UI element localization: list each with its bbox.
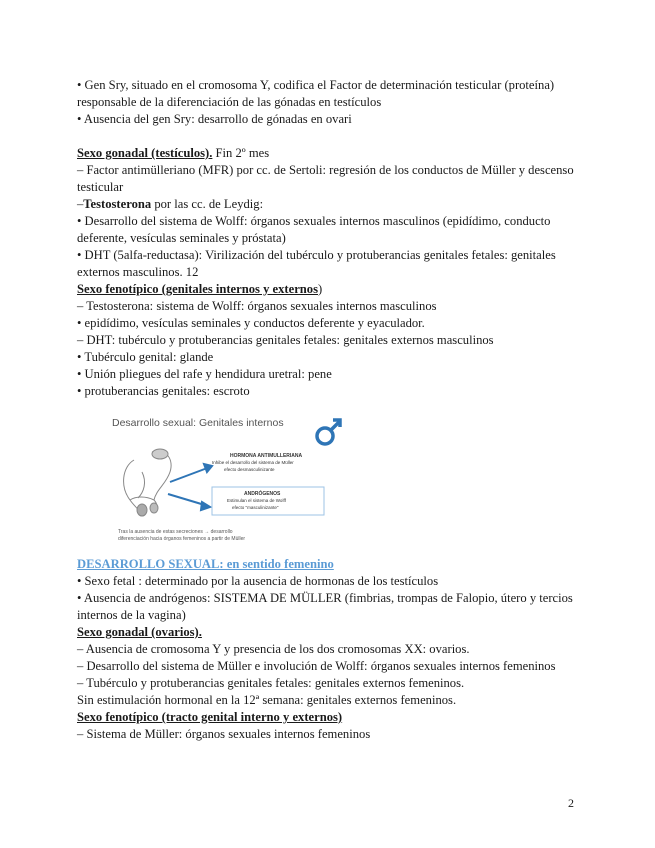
paragraph: – Factor antimülleriano (MFR) por cc. de Sertoli: regresión de los conductos de Müller y descenso testicular bbox=[77, 163, 574, 194]
heading-fenotipo-male: Sexo fenotípico (genitales internos y externos bbox=[77, 282, 318, 296]
figure-title: Desarrollo sexual: Genitales internos bbox=[112, 417, 284, 429]
figure-genitales-internos bbox=[112, 412, 352, 547]
paragraph: Sin estimulación hormonal en la 12ª semana: genitales externos femeninos. bbox=[77, 693, 457, 707]
heading-gonadal-male: Sexo gonadal (testículos). bbox=[77, 146, 213, 160]
list-item: – DHT: tubérculo y protuberancias genitales fetales: genitales externos masculinos bbox=[77, 333, 494, 347]
paragraph: • Gen Sry, situado en el cromosoma Y, codifica el Factor de determinación testicular (proteína) responsable de la diferenciación de las gónadas en testículos bbox=[77, 78, 555, 109]
testosterona-bold: Testosterona bbox=[83, 197, 152, 211]
list-item: – Sistema de Müller: órganos sexuales internos femeninos bbox=[77, 727, 371, 741]
fenotipo-male-line: Sexo fenotípico (genitales internos y externos) bbox=[77, 282, 323, 296]
box2-line: Estimulan el sistema de Wolff bbox=[227, 498, 286, 503]
paragraph: • Ausencia del gen Sry: desarrollo de gónadas en ovari bbox=[77, 112, 352, 126]
page-number: 2 bbox=[568, 796, 574, 810]
testosterona-line: –Testosterona por las cc. de Leydig: bbox=[77, 197, 264, 211]
heading-desarrollo-femenino: DESARROLLO SEXUAL: en sentido femenino bbox=[77, 557, 334, 571]
gonadal-male-line: Sexo gonadal (testículos). Fin 2º mes bbox=[77, 146, 270, 160]
paragraph: • Sexo fetal : determinado por la ausencia de hormonas de los testículos bbox=[77, 574, 439, 588]
list-item: • Unión pliegues del rafe y hendidura uretral: pene bbox=[77, 367, 332, 381]
text-bottom bbox=[77, 556, 582, 743]
paragraph: • DHT (5alfa-reductasa): Virilización del tubérculo y protuberancias genitales fetales: genitales externos masculinos. 12 bbox=[77, 248, 556, 279]
list-item: • Tubérculo genital: glande bbox=[77, 350, 214, 364]
paragraph: • Desarrollo del sistema de Wolff: órganos sexuales internos masculinos (epidídimo, conducto deferente, vesículas seminales y próstata) bbox=[77, 214, 551, 245]
box1-title: HORMONA ANTIMULLERIANA bbox=[230, 453, 303, 459]
paragraph: • Ausencia de andrógenos: SISTEMA DE MÜLLER (fimbrias, trompas de Falopio, útero y tercios internos de la vagina) bbox=[77, 591, 573, 622]
box1-line: efecto desmasculinizante bbox=[224, 467, 275, 472]
list-item: – Ausencia de cromosoma Y y presencia de los dos cromosomas XX: ovarios. bbox=[77, 642, 470, 656]
anatomy-drawing bbox=[124, 449, 172, 516]
list-item: – Tubérculo y protuberancias genitales fetales: genitales externos femeninos. bbox=[77, 676, 465, 690]
box2-line: efecto "masculinizante" bbox=[232, 505, 279, 510]
heading-gonadal-female: Sexo gonadal (ovarios). bbox=[77, 625, 202, 639]
list-item: – Testosterona: sistema de Wolff: órganos sexuales internos masculinos bbox=[77, 299, 437, 313]
heading-fenotipo-female: Sexo fenotípico (tracto genital interno y externos) bbox=[77, 710, 343, 724]
male-symbol-icon bbox=[317, 420, 340, 444]
list-item: – Desarrollo del sistema de Müller e involución de Wolff: órganos sexuales internos femeninos bbox=[77, 659, 556, 673]
list-item: • epidídimo, vesículas seminales y conductos deferente y eyaculador. bbox=[77, 316, 425, 330]
arrow bbox=[168, 464, 212, 510]
box1-line: Inhibe el desarrollo del sistema de Müller bbox=[212, 460, 294, 465]
list-item: • protuberancias genitales: escroto bbox=[77, 384, 250, 398]
text-top bbox=[77, 77, 582, 400]
figure-caption: diferenciación hacia órganos femeninos a partir de Müller bbox=[118, 536, 246, 542]
figure-caption: Tras la ausencia de estas secreciones → desarrollo bbox=[118, 529, 233, 535]
box2-title: ANDRÓGENOS bbox=[244, 491, 281, 497]
